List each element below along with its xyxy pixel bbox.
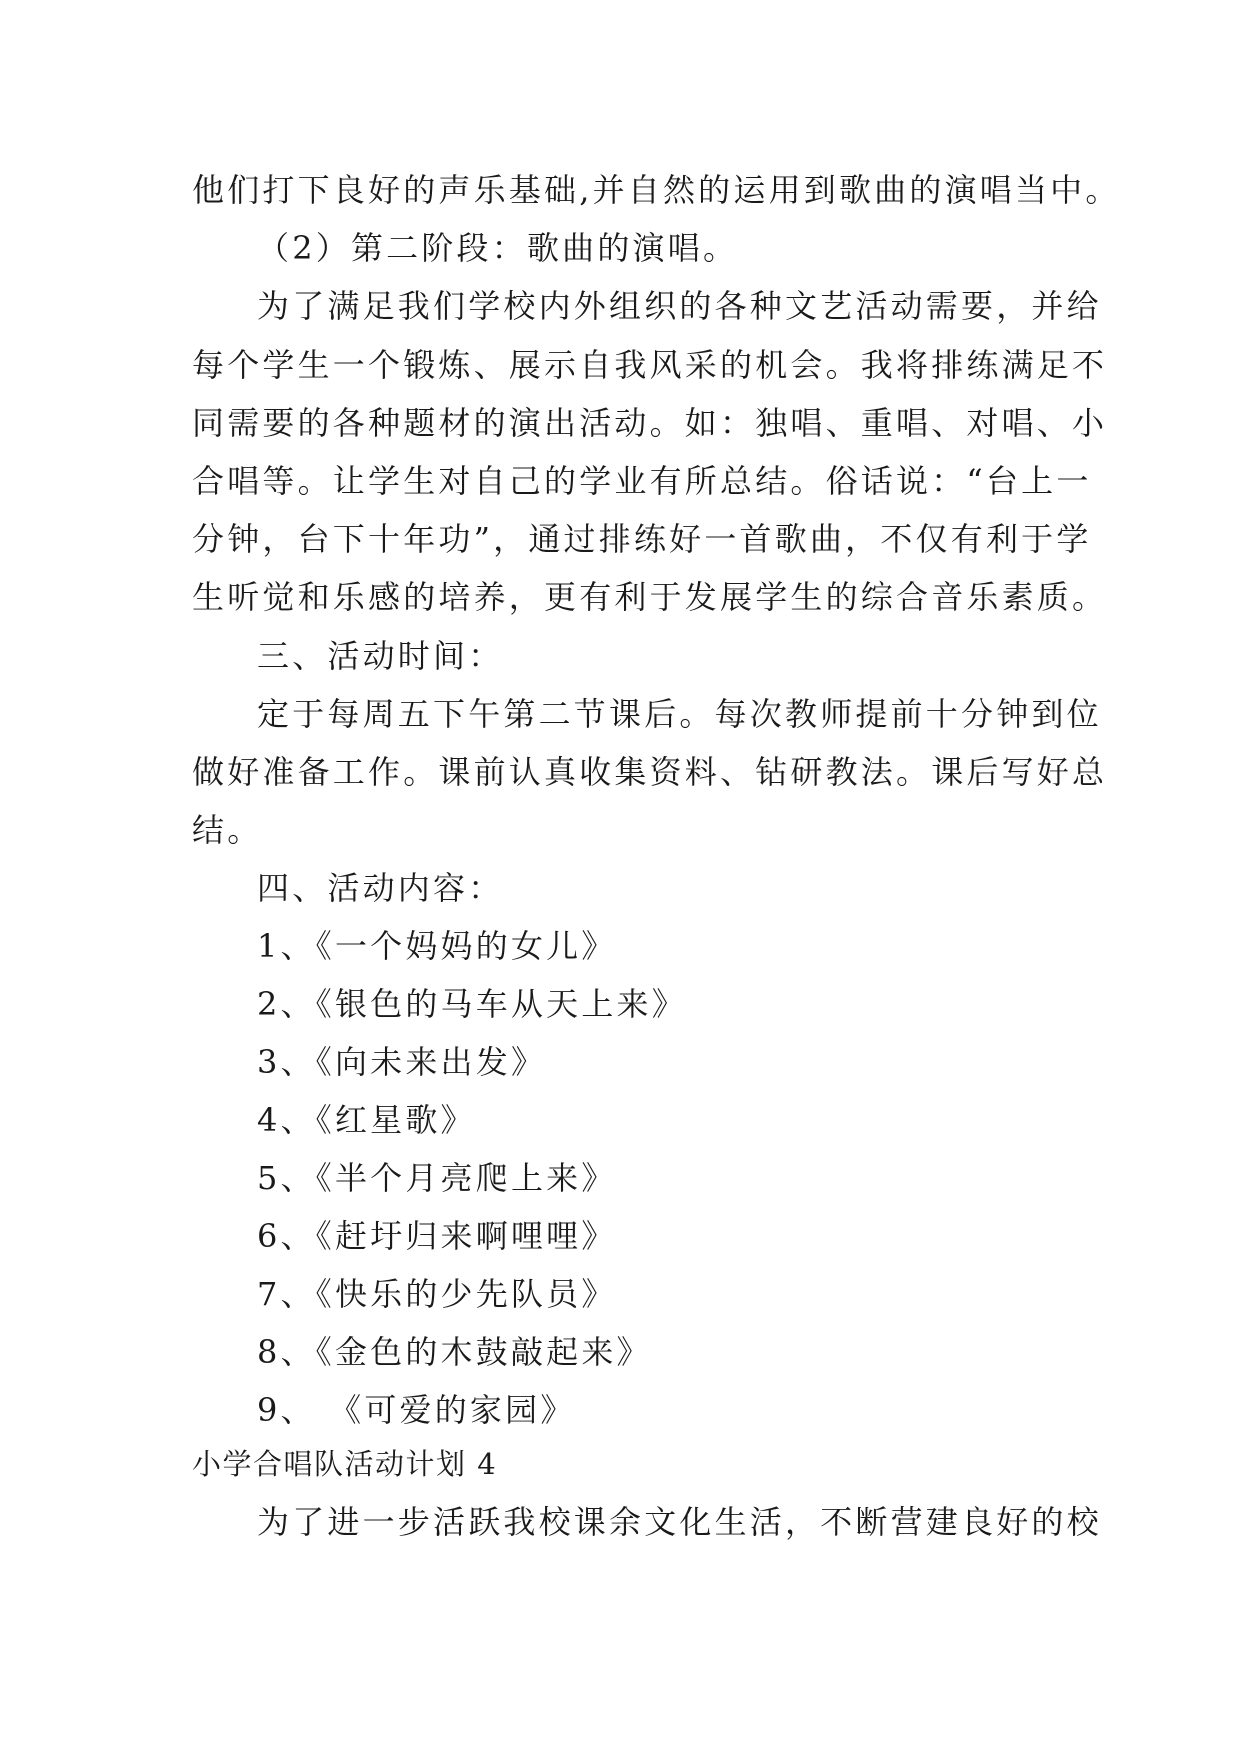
list-item: 6、《赶圩归来啊哩哩》 [257, 1217, 617, 1255]
section-heading: 三、活动时间： [257, 637, 504, 675]
paragraph-line: 生听觉和乐感的培养，更有利于发展学生的综合音乐素质。 [192, 578, 1108, 616]
paragraph-line: 分钟，台下十年功”，通过排练好一首歌曲，不仅有利于学 [192, 520, 1092, 558]
paragraph-line: 合唱等。让学生对自己的学业有所总结。俗话说：“台上一 [192, 462, 1092, 500]
paragraph-line: 做好准备工作。课前认真收集资料、钻研教法。课后写好总 [192, 753, 1108, 791]
list-item: 1、《一个妈妈的女儿》 [257, 927, 617, 965]
paragraph-line: 为了满足我们学校内外组织的各种文艺活动需要，并给 [257, 287, 1102, 325]
list-item: 3、《向未来出发》 [257, 1043, 547, 1081]
section-heading: 四、活动内容： [257, 869, 504, 907]
list-item: 8、《金色的木鼓敲起来》 [257, 1333, 652, 1371]
paragraph-line: 同需要的各种题材的演出活动。如：独唱、重唱、对唱、小 [192, 404, 1108, 442]
document-title: 小学合唱队活动计划 4 [192, 1447, 498, 1481]
paragraph-line: 定于每周五下午第二节课后。每次教师提前十分钟到位 [257, 695, 1102, 733]
subsection-heading: （2）第二阶段：歌曲的演唱。 [257, 229, 739, 267]
list-item: 4、《红星歌》 [257, 1101, 476, 1139]
paragraph-line: 每个学生一个锻炼、展示自我风采的机会。我将排练满足不 [192, 346, 1108, 384]
list-item: 2、《银色的马车从天上来》 [257, 985, 687, 1023]
paragraph-line: 结。 [192, 811, 263, 849]
list-item: 5、《半个月亮爬上来》 [257, 1159, 617, 1197]
paragraph-line: 为了进一步活跃我校课余文化生活，不断营建良好的校 [257, 1503, 1102, 1541]
list-item: 9、 《可爱的家园》 [257, 1391, 576, 1429]
list-item: 7、《快乐的少先队员》 [257, 1275, 617, 1313]
paragraph-line: 他们打下良好的声乐基础,并自然的运用到歌曲的演唱当中。 [192, 171, 1121, 209]
